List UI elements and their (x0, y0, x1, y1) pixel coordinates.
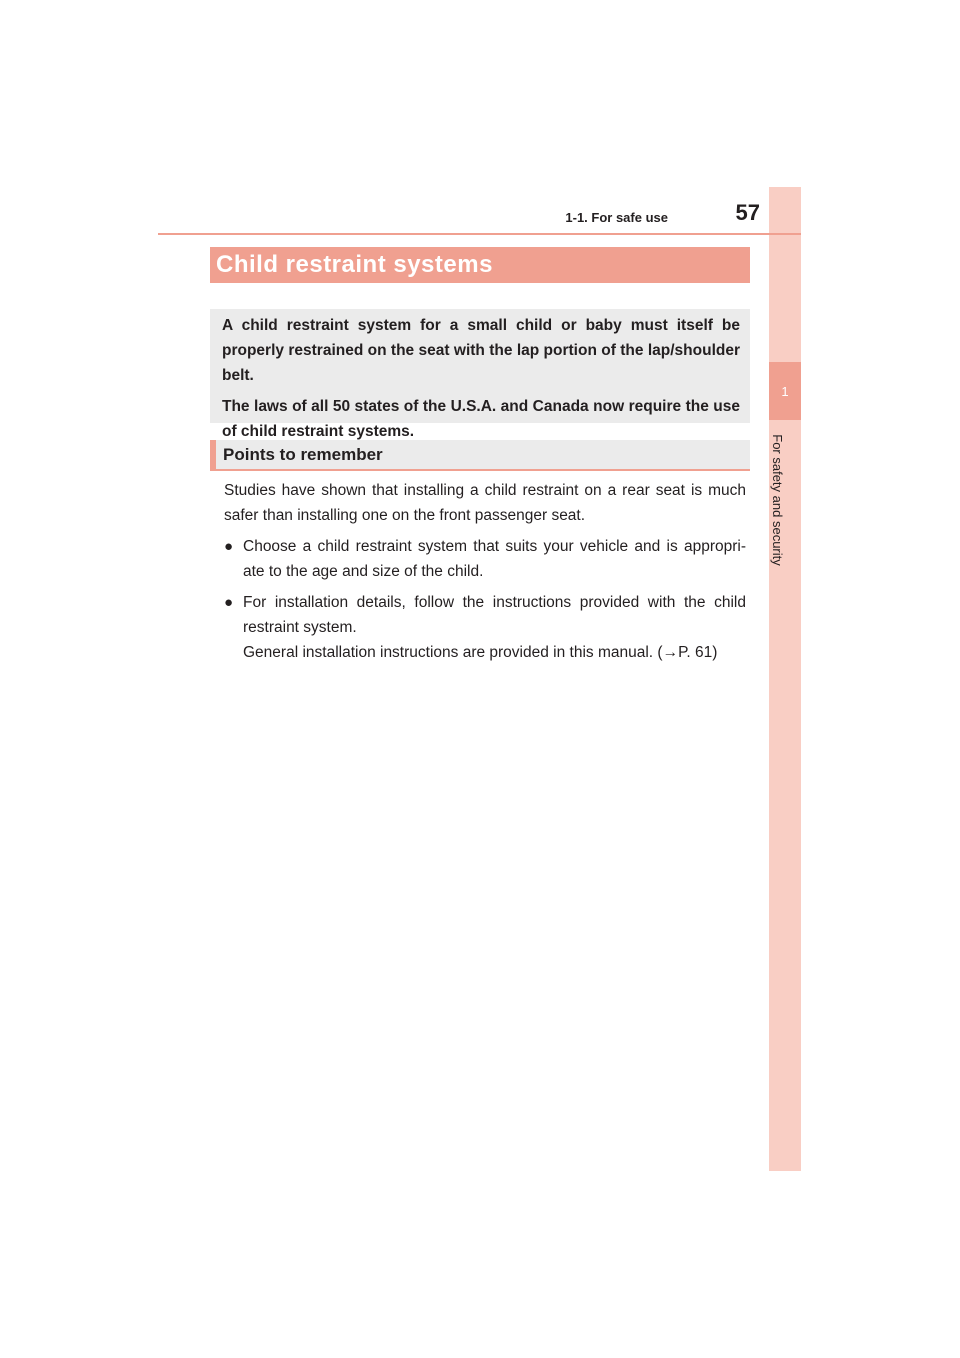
points-lead: Studies have shown that installing a child restraint on a rear seat is much safer than installing one on the front passenger seat. (224, 482, 746, 524)
page-title: Child restraint systems (216, 251, 493, 278)
page-reference-link[interactable]: General installation instructions are provided in this manual. (→P. 61) (243, 644, 718, 661)
section-header: 1-1. For safe use (565, 210, 668, 225)
bullet-text: Choose a child restraint system that suits your vehicle and is appropri-ate to the age and size of the child. (243, 538, 746, 580)
page-number: 57 (735, 200, 760, 225)
points-heading-bar (210, 440, 750, 471)
chapter-label: For safety and security (770, 434, 785, 566)
intro-box (210, 309, 750, 440)
points-heading: Points to remember (223, 444, 383, 464)
points-body (224, 478, 746, 665)
chapter-side-tab (769, 187, 801, 1171)
bullet-icon: ● (224, 538, 234, 555)
intro-paragraph: The laws of all 50 states of the U.S.A. and Canada now require the use of child restraint systems. (222, 398, 740, 440)
intro-paragraph: A child restraint system for a small child or baby must itself be properly restrained on the seat with the lap portion of the lap/shoulder belt. (222, 317, 740, 384)
chapter-number: 1 (781, 383, 789, 399)
bullet-text: For installation details, follow the instructions provided with the child restraint system. (243, 594, 746, 636)
list-item (224, 590, 746, 665)
title-bar (210, 247, 750, 283)
header-divider (158, 233, 801, 235)
chapter-number-tab[interactable] (769, 362, 801, 420)
bullet-icon: ● (224, 594, 234, 611)
list-item (224, 534, 746, 584)
